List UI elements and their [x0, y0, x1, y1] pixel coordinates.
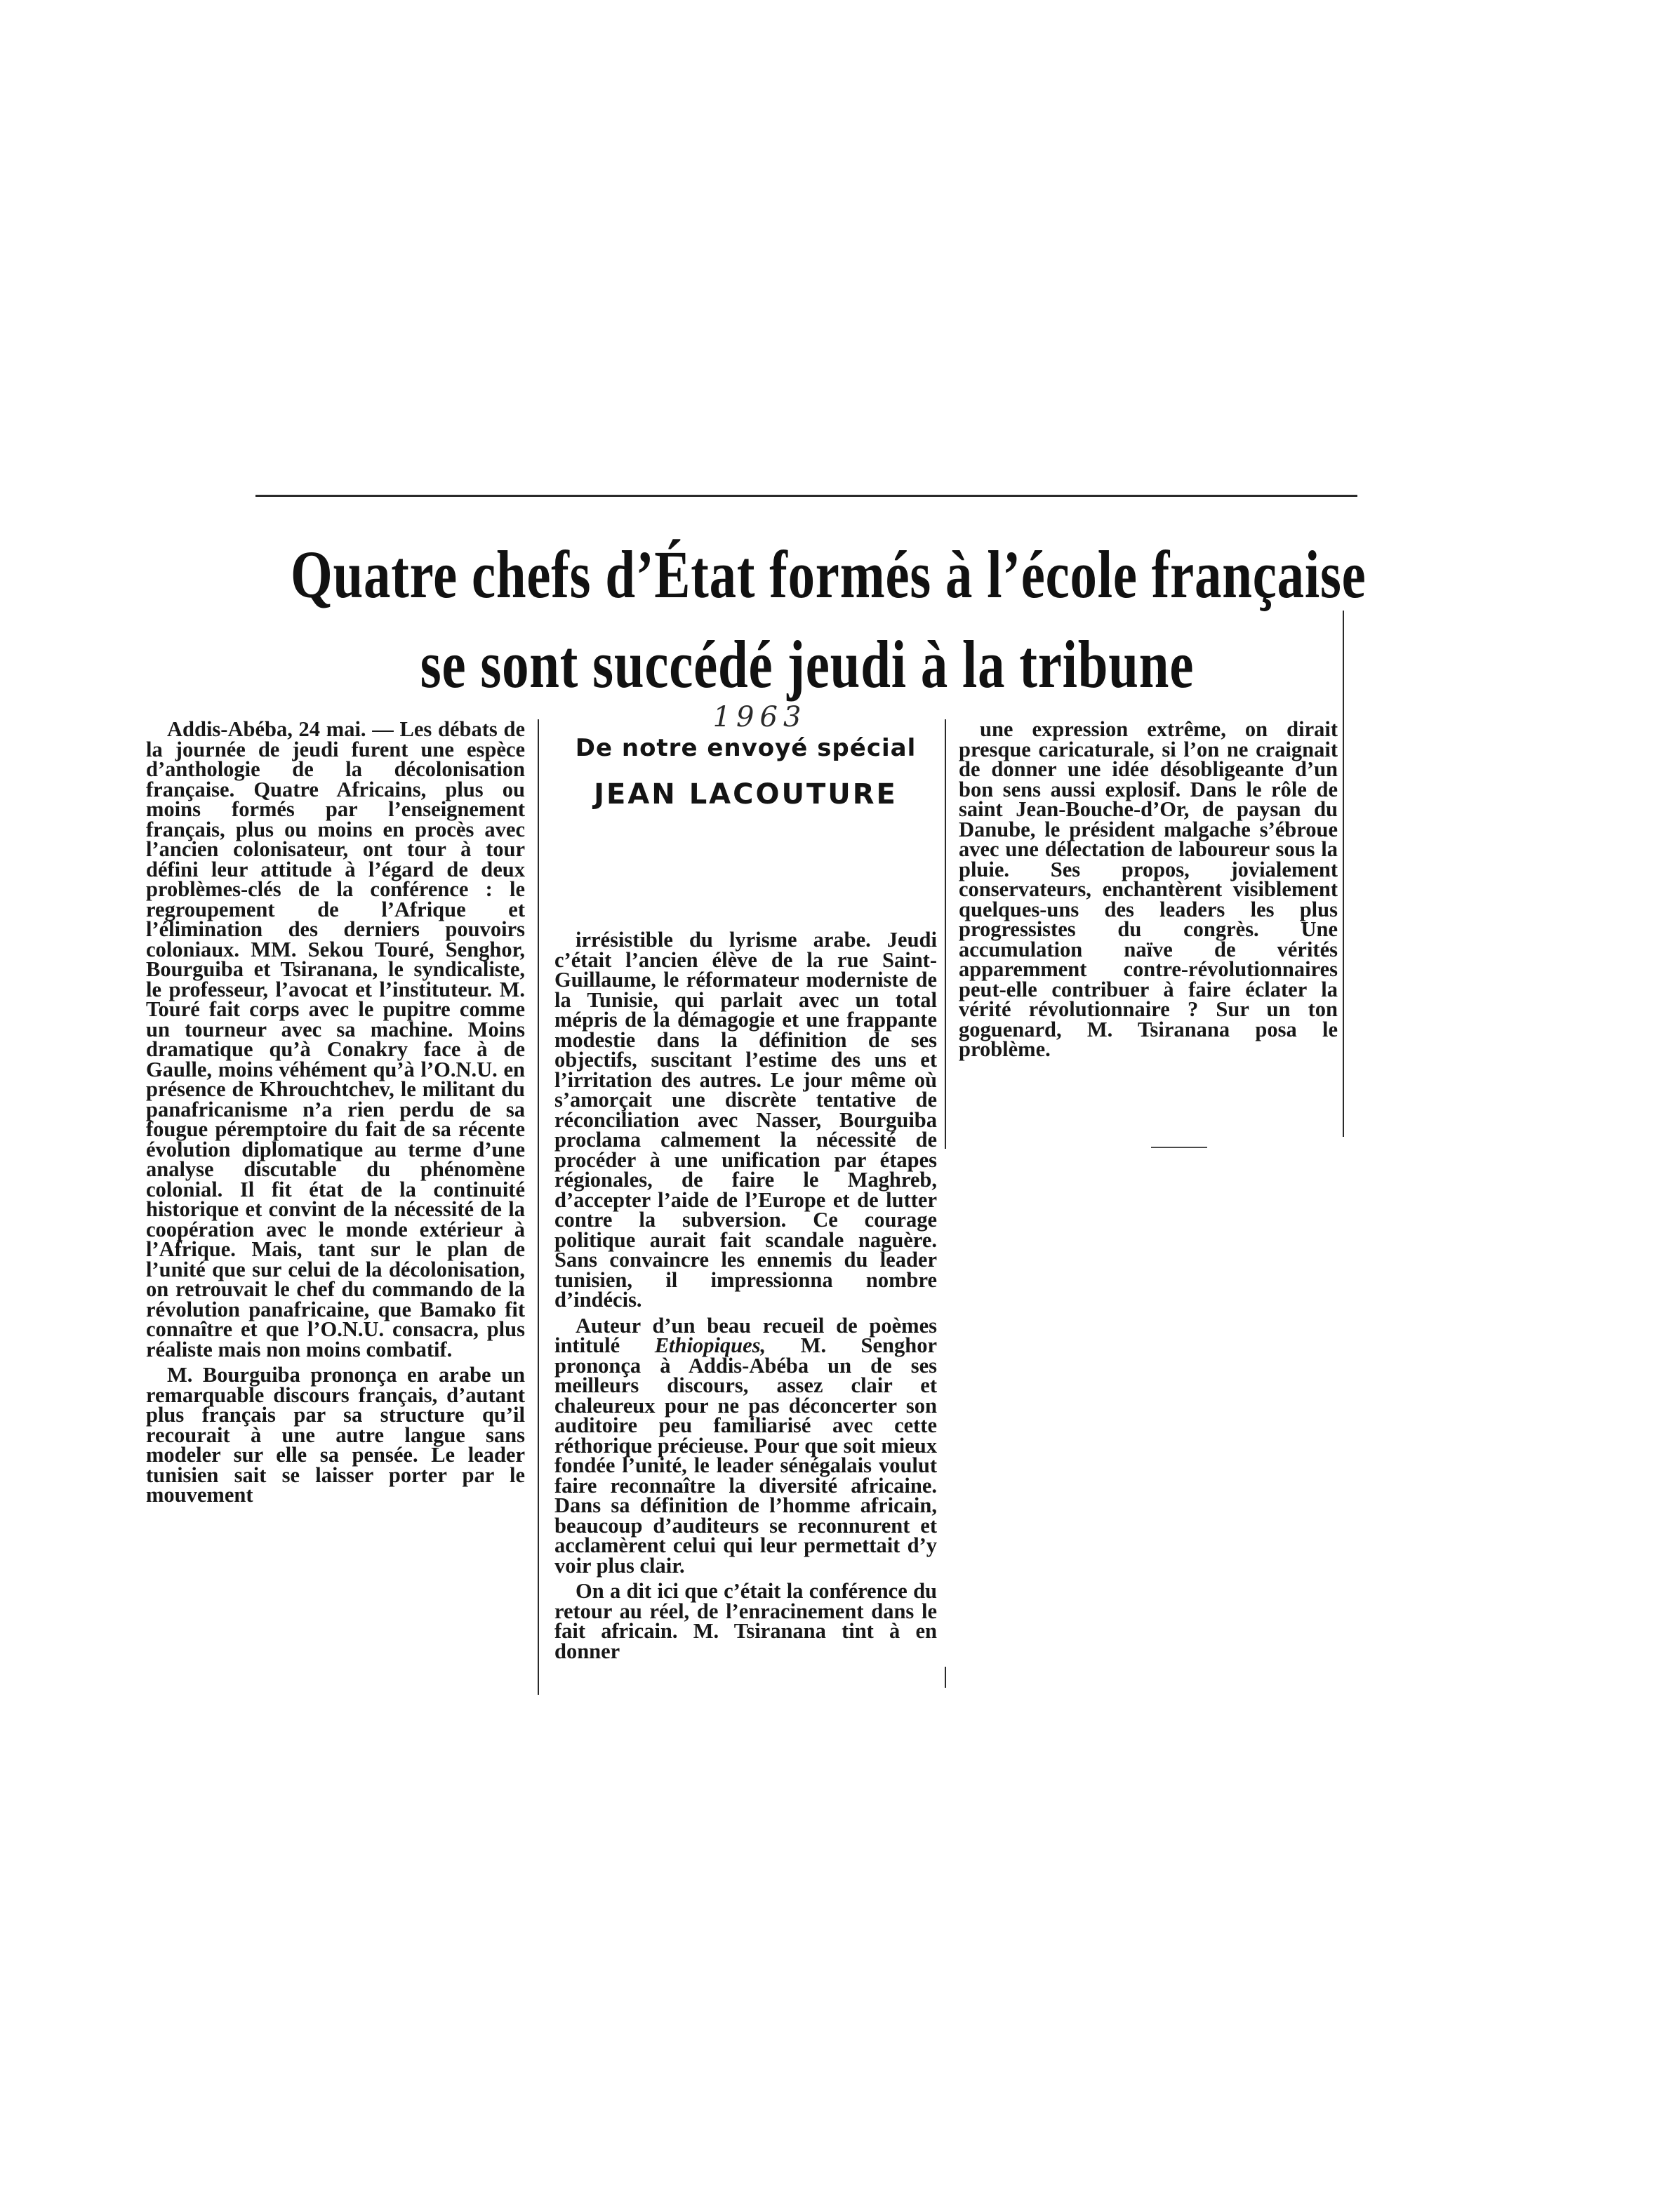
paragraph-text: M. Senghor prononça à Addis-Abéba un de ses meilleurs discours, assez clair et chaleureux pour ne pas déconcerter son auditoire peu familiarisé avec cette réthorique précieuse. Pour que soit mieux fondée l’unité, le leader sénégalais voulut faire reconnaître la diversité africaine. Dans sa définition de l’homme africain, beaucoup d’auditeurs se reconnurent et acclamèrent celui qui leur permettait d’y voir plus clair. [554, 1333, 938, 1578]
byline-author: JEAN LACOUTURE [594, 778, 898, 811]
paragraph-text: Auteur d’un beau recueil de poèmes intitulé [554, 1313, 937, 1357]
paragraph-text: Les débats de la journée de jeudi furent une espèce d’anthologie de la décolonisation française. Quatre Africains, plus ou moins formés par l’enseignement français, plus ou moins en procès avec l’ancien colonisateur, ont tour à tour défini leur attitude à l’égard de deux problèmes-clés de la conférence : le regroupement de l’Afrique et l’élimination des derniers pouvoirs coloniaux. MM. Sekou Touré, Senghor, Bourguiba et Tsiranana, le syndicaliste, le professeur, l’avocat et l’instituteur. M. Touré fait corps avec le pupitre comme un tourneur avec sa machine. Moins dramatique qu’à Conakry face à de Gaulle, moins véhément qu’à l’O.N.U. en présence de Khrouchtchev, le militant du panafricanisme n’a rien perdu de sa fougue péremptoire du fait de sa récente évolution diplomatique au terme d’une analyse discutable du phénomène colonial. Il fit état de la continuité historique et convint de la nécessité de la coopération avec le monde extérieur à l’Afrique. Mais, tant sur le plan de l’unité que sur celui de la décolonisation, on retrouvait le chef du commando de la révolution panafricaine, que Bamako fit connaître et que l’O.N.U. consacra, plus réaliste mais non moins combatif. [146, 717, 526, 1361]
column-rule-2-bottom [945, 1667, 946, 1688]
dateline: Addis-Abéba, 24 mai. — [167, 717, 394, 741]
article-end-rule [1151, 1147, 1207, 1148]
article-paragraph [146, 719, 525, 1359]
column-rule-2 [945, 719, 946, 1149]
article-paragraph: M. Bourguiba prononça en arabe un remarquable discours français, d’autant plus français par sa structure qu’il recourait à une autre langue sans modeler sur elle sa pensée. Le leader tunisien sait se laisser porter par le mouvement [146, 1363, 525, 1507]
book-title: Ethiopiques, [654, 1333, 766, 1357]
handwritten-year: 1963 [712, 701, 807, 733]
article-paragraph [554, 1313, 938, 1578]
right-border-rule [1343, 611, 1344, 1137]
article-column-1 [146, 719, 525, 1505]
byline [554, 702, 937, 815]
article-column-3 [959, 719, 1338, 1060]
headline-line-1: Quatre chefs d’État formés à l’école française [291, 537, 1367, 612]
article-paragraph: irrésistible du lyrisme arabe. Jeudi c’était l’ancien élève de la rue Saint-Guillaume, le réformateur moderniste de la Tunisie, qui parlait avec un total mépris de la démagogie et une frappante modestie dans la définition de ses objectifs, suscitant l’estime des uns et l’irritation des autres. Le jour même où s’amorçait une discrète tentative de réconciliation avec Nasser, Bourguiba proclama calmement la nécessité de procéder à une unification par étapes régionales, de faire le Maghreb, d’accepter l’aide de l’Europe et de lutter contre la subversion. Ce courage politique aurait fait scandale naguère. Sans convaincre les ennemis du leader tunisien, il impressionna nombre d’indécis. [554, 928, 937, 1312]
headline-line-2: se sont succédé jeudi à la tribune [420, 627, 1195, 702]
headline [161, 530, 1453, 709]
byline-label: De notre envoyé spécial [575, 734, 917, 762]
article-paragraph: une expression extrême, on dirait presque caricaturale, si l’on ne craignait de donner une idée désobligeante d’un bon sens aussi explosif. Dans le rôle de saint Jean-Bouche-d’Or, de paysan du Danube, le président malgache s’ébroue avec une délectation de laboureur sous la pluie. Ses propos, jovialement conservateurs, enchantèrent visiblement quelques-uns des leaders les plus progressistes du congrès. Une accumulation naïve de vérités apparemment contre-révolutionnaires peut-elle contribuer à faire éclater la vérité révolutionnaire ? Sur un ton goguenard, M. Tsiranana posa le problème. [959, 717, 1338, 1061]
column-rule-1 [538, 719, 539, 1695]
top-rule [255, 495, 1357, 497]
article-column-2 [554, 930, 937, 1661]
article-paragraph: On a dit ici que c’était la conférence du retour au réel, de l’enracinement dans le fait africain. M. Tsiranana tint à en donner [554, 1579, 937, 1663]
